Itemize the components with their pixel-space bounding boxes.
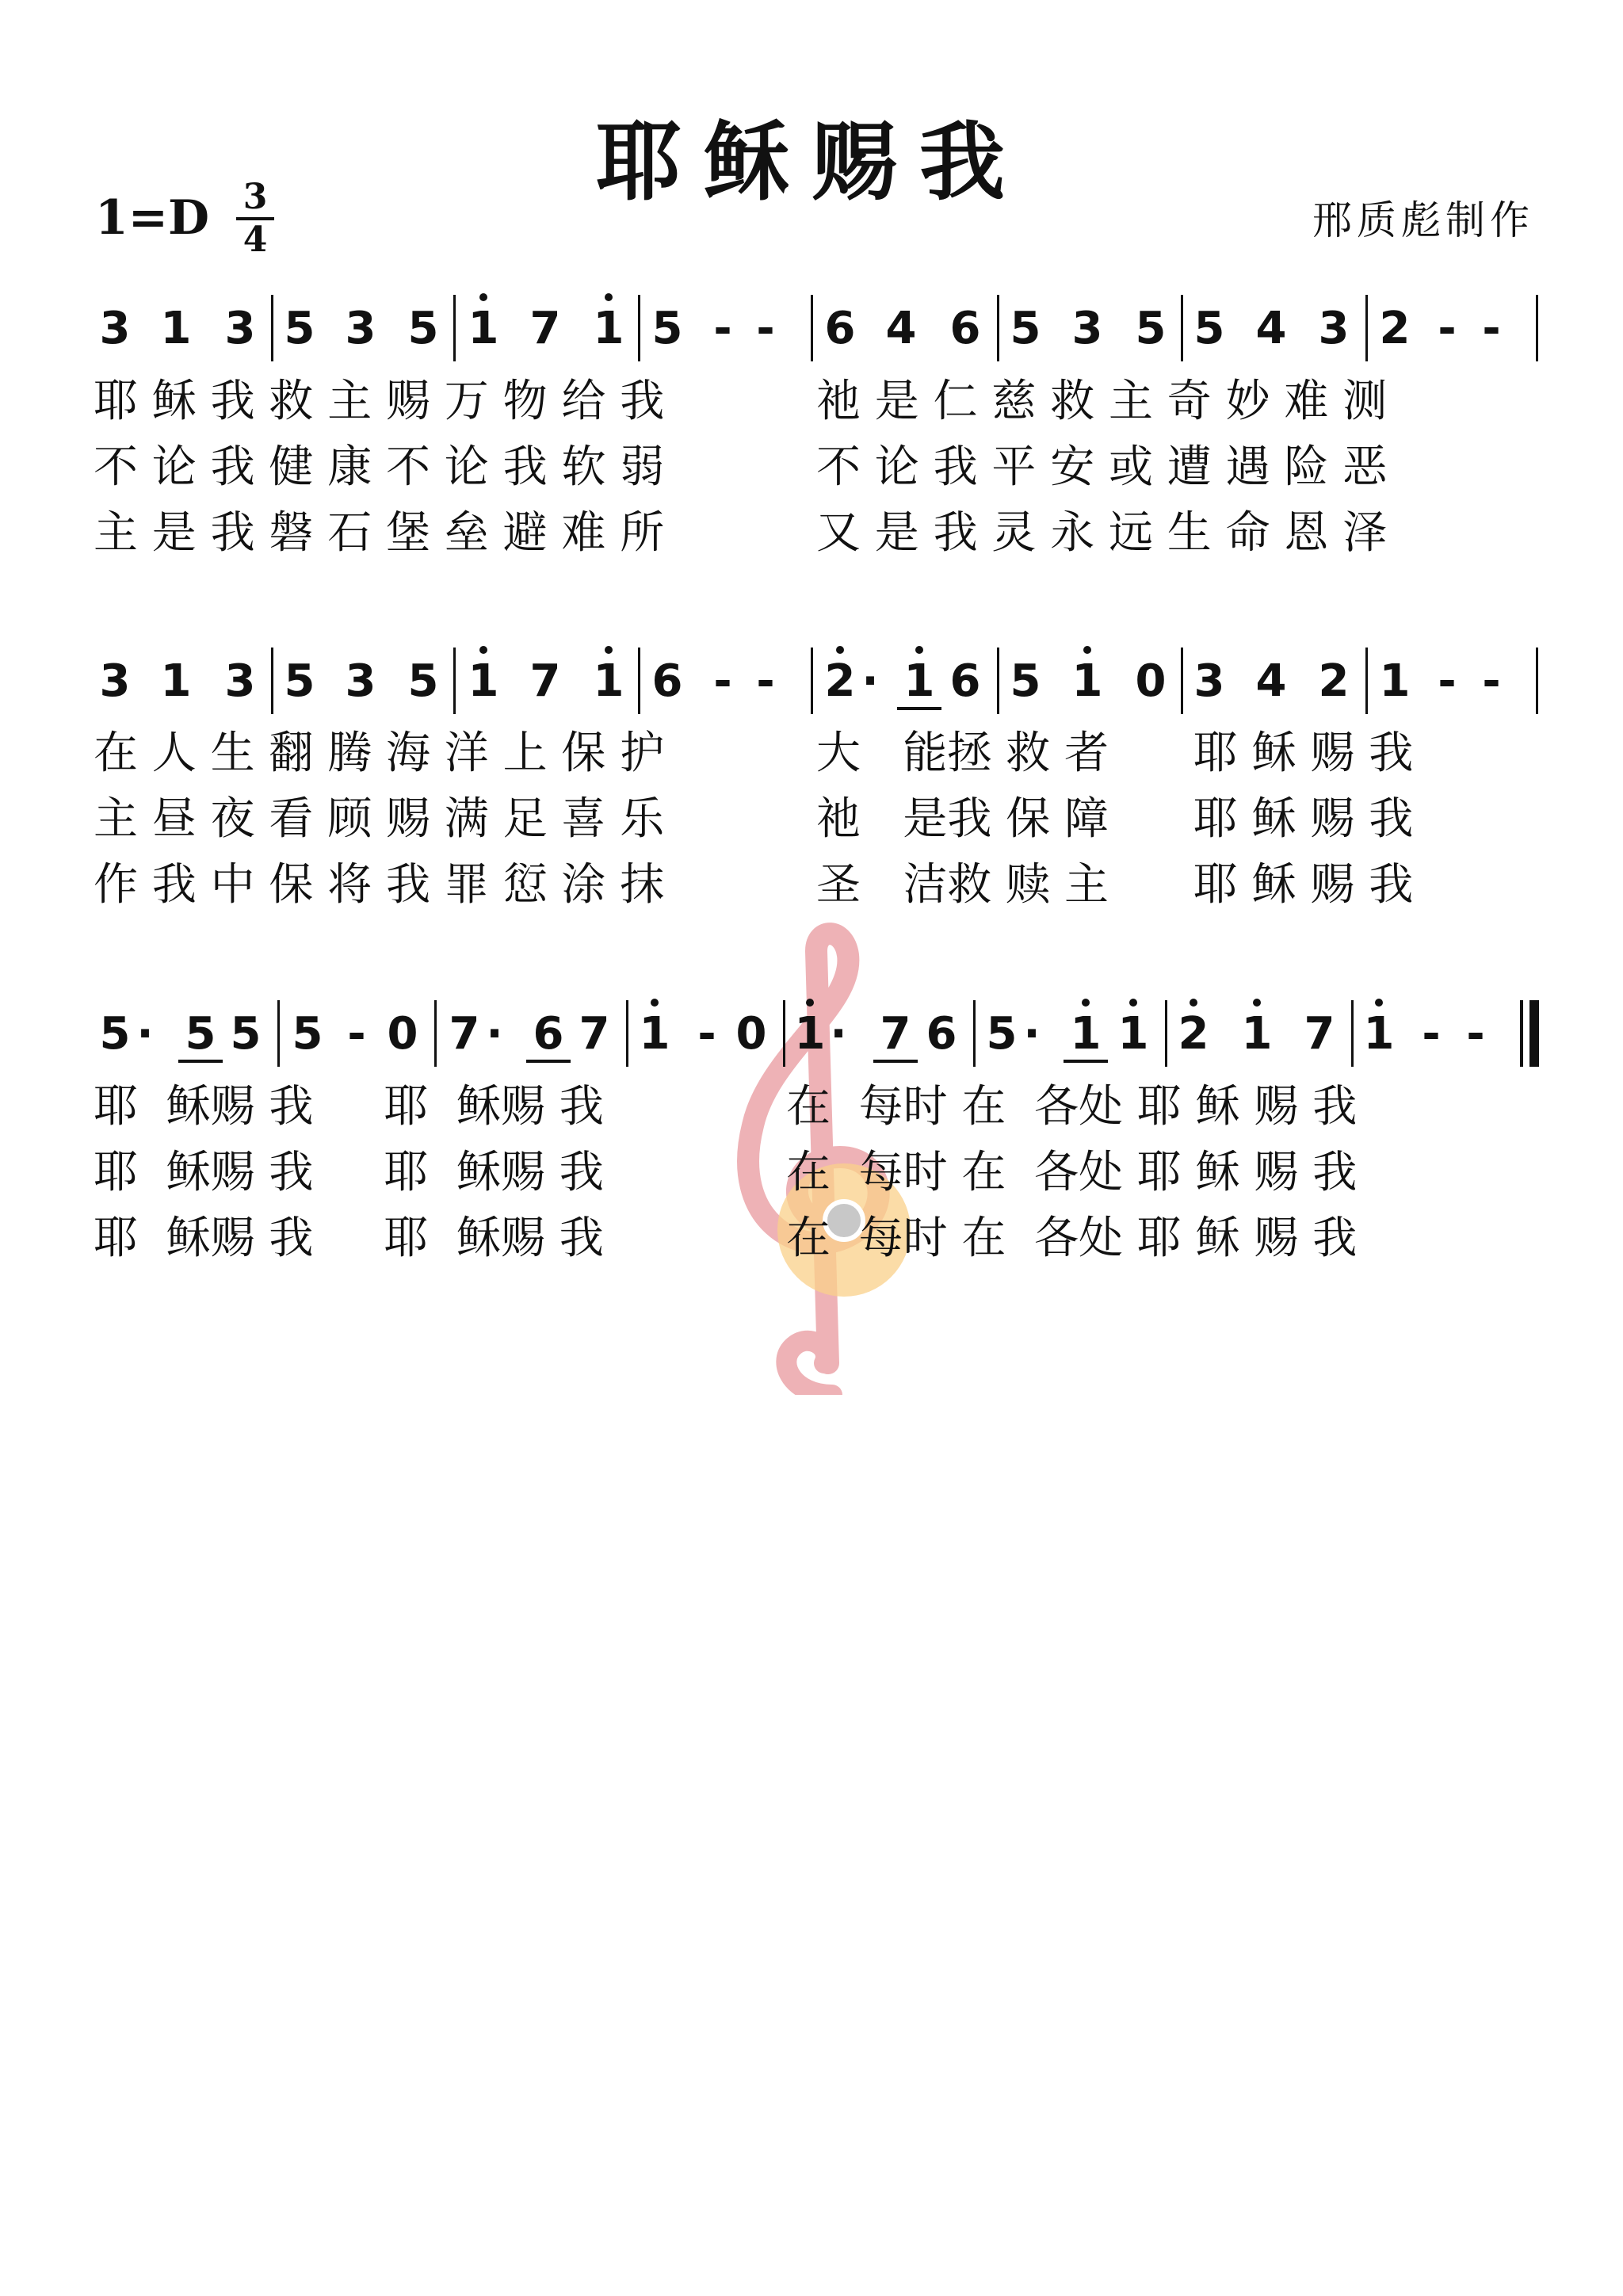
note: 1 (160, 303, 192, 354)
note: 2 (1318, 655, 1350, 707)
note: 1 (1117, 1008, 1149, 1060)
high-octave-dot (1083, 646, 1091, 654)
note: 6 (824, 303, 856, 354)
note: 5 (230, 1008, 262, 1060)
note: 3 (1318, 303, 1350, 354)
high-octave-dot (1129, 999, 1137, 1007)
high-octave-dot (915, 646, 923, 654)
note: 1 (468, 303, 499, 354)
note: 5 (292, 1008, 323, 1060)
dot-mark: · (136, 1008, 154, 1060)
sustain-dash: - (1438, 303, 1457, 354)
sustain-dash: - (1466, 1008, 1485, 1060)
sustain-dash: - (697, 1008, 716, 1060)
lyric-line: 耶 稣 我 救 主 赐 万 物 给 我 (94, 376, 665, 427)
high-octave-dot (1190, 999, 1197, 1007)
high-octave-dot (1253, 999, 1261, 1007)
high-octave-dot (836, 646, 844, 654)
lyric-line: 主 是 我 磐 石 堡 垒 避 难 所 (94, 507, 665, 559)
note: 4 (1255, 303, 1287, 354)
notation-row (0, 293, 1623, 365)
note: 2 (1178, 1008, 1209, 1060)
note: 5 (986, 1008, 1018, 1060)
note: 1 (1363, 1008, 1395, 1060)
lyric-line: 在 每时 在 各处 耶 稣 赐 我 (786, 1147, 1358, 1198)
sustain-dash: - (1482, 655, 1501, 707)
bar-line (271, 295, 273, 361)
sustain-dash: - (756, 655, 775, 707)
note: 5 (178, 1008, 223, 1063)
sustain-dash: - (713, 303, 732, 354)
note: 7 (529, 655, 561, 707)
bar-line (626, 1000, 628, 1067)
bar-line (638, 295, 640, 361)
time-signature (236, 179, 274, 258)
sustain-dash: - (1482, 303, 1501, 354)
bar-line (811, 648, 813, 714)
high-octave-dot (1082, 999, 1090, 1007)
lyric-line: 祂 是我 保 障 耶 稣 赐 我 (816, 793, 1414, 845)
bar-line (1365, 295, 1368, 361)
high-octave-dot (806, 999, 814, 1007)
lyric-line: 耶 稣赐 我 耶 稣赐 我 (94, 1213, 604, 1264)
high-octave-dot (479, 293, 487, 301)
dot-mark: · (1023, 1008, 1041, 1060)
lyric-line: 作 我 中 保 将 我 罪 愆 涂 抹 (94, 859, 665, 911)
note: 1 (1071, 655, 1103, 707)
sustain-dash: - (713, 655, 732, 707)
sustain-dash: - (1422, 1008, 1441, 1060)
note: 1 (593, 655, 624, 707)
dot-mark: · (486, 1008, 503, 1060)
bar-line (638, 648, 640, 714)
high-octave-dot (479, 646, 487, 654)
bar-line (1165, 1000, 1167, 1067)
note: 6 (949, 655, 981, 707)
time-signature-bottom: 4 (242, 220, 268, 260)
note: 5 (1010, 303, 1041, 354)
note: 5 (1010, 655, 1041, 707)
bar-line (453, 648, 456, 714)
note: 7 (1304, 1008, 1335, 1060)
final-bar-line-thick (1529, 1000, 1539, 1067)
sustain-dash: - (1438, 655, 1457, 707)
lyric-line: 不 论 我 健 康 不 论 我 软 弱 (94, 441, 665, 493)
note: 5 (1135, 303, 1167, 354)
note: 7 (873, 1008, 918, 1063)
bar-line (1536, 648, 1538, 714)
note: 6 (651, 655, 683, 707)
note: 3 (224, 303, 256, 354)
sustain-dash: - (756, 303, 775, 354)
note: 6 (526, 1008, 571, 1063)
bar-line (1365, 648, 1368, 714)
lyric-line: 耶 稣赐 我 耶 稣赐 我 (94, 1081, 604, 1133)
lyric-line: 主 昼 夜 看 顾 赐 满 足 喜 乐 (94, 793, 665, 845)
note: 6 (949, 303, 981, 354)
note: 1 (1241, 1008, 1273, 1060)
song-title: 耶稣赐我 (595, 113, 1027, 212)
note: 5 (407, 655, 439, 707)
bar-line (1351, 1000, 1354, 1067)
note: 7 (449, 1008, 480, 1060)
lyric-line: 又 是 我 灵 永 远 生 命 恩 泽 (816, 507, 1388, 559)
note: 1 (160, 655, 192, 707)
note: 1 (593, 303, 624, 354)
note: 1 (794, 1008, 826, 1060)
key-signature: 1=D (95, 190, 210, 246)
note: 4 (1255, 655, 1287, 707)
note: 2 (824, 655, 856, 707)
note: 3 (224, 655, 256, 707)
sustain-dash: - (347, 1008, 366, 1060)
bar-line (997, 648, 999, 714)
lyric-line: 在 人 生 翻 腾 海 洋 上 保 护 (94, 728, 665, 779)
high-octave-dot (605, 646, 613, 654)
dot-mark: · (830, 1008, 847, 1060)
note: 0 (387, 1008, 418, 1060)
note: 5 (407, 303, 439, 354)
note: 5 (284, 655, 315, 707)
bar-line (811, 295, 813, 361)
note: 3 (1193, 655, 1225, 707)
lyric-line: 圣 洁救 赎 主 耶 稣 赐 我 (816, 859, 1414, 911)
lyric-line: 不 论 我 平 安 或 遭 遇 险 恶 (816, 441, 1388, 493)
note: 6 (926, 1008, 957, 1060)
note: 2 (1379, 303, 1411, 354)
note: 4 (885, 303, 917, 354)
dot-mark: · (861, 655, 879, 707)
note: 1 (1064, 1008, 1108, 1063)
note: 3 (99, 655, 131, 707)
high-octave-dot (605, 293, 613, 301)
note: 5 (284, 303, 315, 354)
notation-row (0, 999, 1623, 1070)
bar-line (783, 1000, 785, 1067)
lyric-line: 祂 是 仁 慈 救 主 奇 妙 难 测 (816, 376, 1388, 427)
high-octave-dot (1375, 999, 1383, 1007)
bar-line (271, 648, 273, 714)
bar-line (277, 1000, 280, 1067)
bar-line (973, 1000, 976, 1067)
note: 7 (579, 1008, 610, 1060)
note: 0 (735, 1008, 767, 1060)
lyric-line: 大 能拯 救 者 耶 稣 赐 我 (816, 728, 1414, 779)
lyric-line: 耶 稣赐 我 耶 稣赐 我 (94, 1147, 604, 1198)
note: 3 (345, 303, 376, 354)
notation-row (0, 646, 1623, 717)
bar-line (997, 295, 999, 361)
note: 3 (1071, 303, 1103, 354)
note: 5 (651, 303, 683, 354)
note: 7 (529, 303, 561, 354)
note: 1 (1379, 655, 1411, 707)
note: 1 (468, 655, 499, 707)
note: 3 (99, 303, 131, 354)
note: 5 (1193, 303, 1225, 354)
bar-line (1536, 295, 1538, 361)
high-octave-dot (651, 999, 659, 1007)
lyric-line: 在 每时 在 各处 耶 稣 赐 我 (786, 1213, 1358, 1264)
bar-line (1181, 648, 1183, 714)
final-bar-line-thin (1520, 1000, 1523, 1067)
lyric-line: 在 每时 在 各处 耶 稣 赐 我 (786, 1081, 1358, 1133)
bar-line (1181, 295, 1183, 361)
note: 0 (1135, 655, 1167, 707)
note: 5 (99, 1008, 131, 1060)
note: 3 (345, 655, 376, 707)
credit-text: 邢质彪制作 (1312, 197, 1534, 243)
time-signature-top: 3 (242, 177, 268, 217)
bar-line (434, 1000, 437, 1067)
note: 1 (897, 655, 941, 710)
bar-line (453, 295, 456, 361)
note: 1 (639, 1008, 670, 1060)
